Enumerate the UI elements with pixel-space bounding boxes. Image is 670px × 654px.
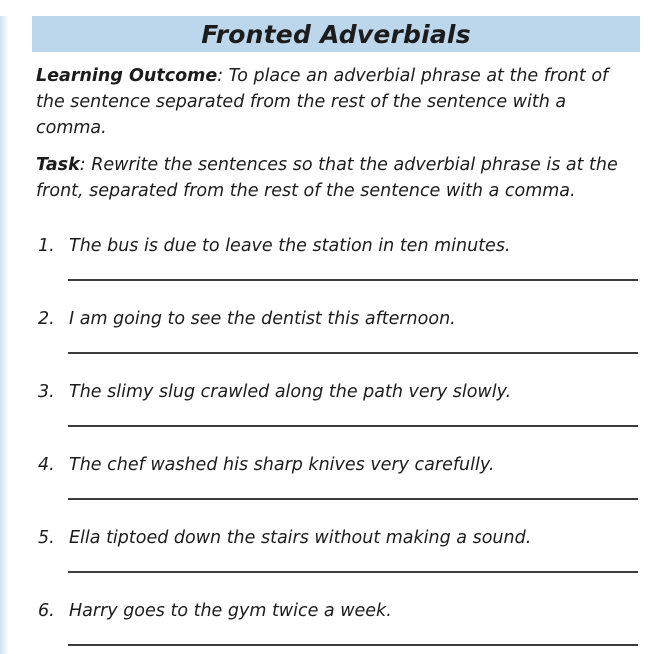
answer-blank-line — [68, 571, 638, 573]
item-number: 2. — [38, 309, 55, 329]
worksheet-title-banner — [32, 16, 640, 52]
sentence-list — [38, 234, 670, 646]
list-item — [38, 234, 670, 281]
list-item — [38, 380, 670, 427]
list-item — [38, 453, 670, 500]
answer-blank-line — [68, 352, 638, 354]
item-number: 4. — [38, 455, 55, 475]
task-label: Task — [36, 155, 80, 175]
sentence-row — [38, 526, 670, 550]
answer-blank-line — [68, 425, 638, 427]
item-number: 3. — [38, 382, 55, 402]
learning-outcome-label: Learning Outcome — [36, 66, 218, 86]
sentence-row — [38, 380, 670, 404]
learning-outcome-paragraph — [36, 63, 636, 141]
list-item — [38, 307, 670, 354]
item-sentence: Ella tiptoed down the stairs without making a sound. — [69, 528, 532, 548]
item-sentence: The chef washed his sharp knives very carefully. — [69, 455, 495, 475]
sentence-row — [38, 307, 670, 331]
task-paragraph — [36, 152, 636, 204]
learning-outcome-text: : To place an adverbial phrase at the front of the sentence separated from the rest of the sentence with a comma. — [36, 66, 609, 138]
item-sentence: I am going to see the dentist this afternoon. — [69, 309, 456, 329]
list-item — [38, 526, 670, 573]
item-sentence: Harry goes to the gym twice a week. — [69, 601, 392, 621]
sentence-row — [38, 599, 670, 623]
task-text: : Rewrite the sentences so that the adverbial phrase is at the front, separated from the rest of the sentence with a comma. — [36, 155, 618, 201]
page-left-edge-strip — [0, 16, 9, 654]
sentence-row — [38, 453, 670, 477]
answer-blank-line — [68, 498, 638, 500]
item-number: 5. — [38, 528, 55, 548]
item-number: 1. — [38, 236, 55, 256]
item-sentence: The slimy slug crawled along the path very slowly. — [69, 382, 512, 402]
answer-blank-line — [68, 644, 638, 646]
item-sentence: The bus is due to leave the station in ten minutes. — [69, 236, 511, 256]
sentence-row — [38, 234, 670, 258]
item-number: 6. — [38, 601, 55, 621]
answer-blank-line — [68, 279, 638, 281]
list-item — [38, 599, 670, 646]
page-title: Fronted Adverbials — [201, 19, 471, 49]
